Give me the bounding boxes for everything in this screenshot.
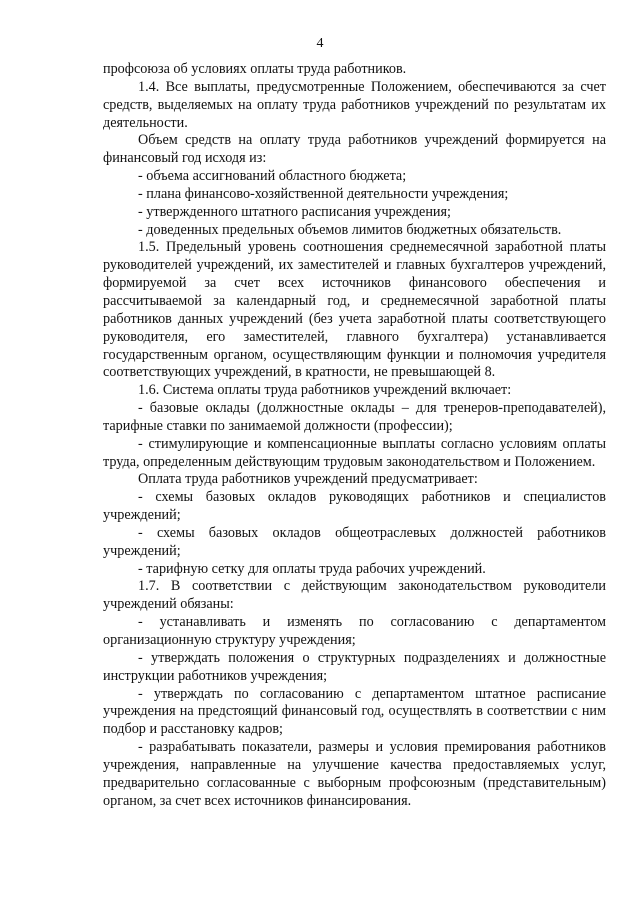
paragraph-1-6: 1.6. Система оплаты труда работников учреждений включает: <box>138 382 512 399</box>
document-body <box>103 61 606 810</box>
list-item: - утверждать по согласованию с департаментом штатное расписание учреждения на предстоящий финансовый год, осуществлять в соответствии с ним подбор и расстановку кадров; <box>103 685 606 738</box>
list-item: - схемы базовых окладов общеотраслевых должностей работников учреждений; <box>103 524 606 559</box>
paragraph-funding-volume: Объем средств на оплату труда работников учреждений формируется на финансовый год исходя из: <box>103 132 606 167</box>
paragraph-1-5: 1.5. Предельный уровень соотношения среднемесячной заработной платы руководителей учреждений, их заместителей и главных бухгалтеров учреждений, формируемой за счет всех источников финансового обеспечения и рассчитываемой за календарный год, и среднемесячной заработной платы работников данных учреждений (без учета заработной платы соответствующего руководителя, его заместителей, главного бухгалтера) устанавливается государственным органом, осуществляющим функции и полномочия учредителя соответствующих учреждений, в кратности, не превышающей 8. <box>103 239 606 381</box>
list-item: - доведенных предельных объемов лимитов бюджетных обязательств. <box>138 221 562 238</box>
list-item: - тарифную сетку для оплаты труда рабочих учреждений. <box>138 560 486 577</box>
page-number: 4 <box>316 36 324 51</box>
list-item: - утверждать положения о структурных подразделениях и должностные инструкции работников учреждения; <box>103 649 606 684</box>
paragraph-1-4: 1.4. Все выплаты, предусмотренные Положением, обеспечиваются за счет средств, выделяемых на оплату труда работников учреждений по результатам их деятельности. <box>103 78 606 131</box>
list-item: - схемы базовых окладов руководящих работников и специалистов учреждений; <box>103 489 606 524</box>
list-item: - плана финансово-хозяйственной деятельности учреждения; <box>138 185 509 202</box>
paragraph-1-7: 1.7. В соответствии с действующим законодательством руководители учреждений обязаны: <box>103 578 606 613</box>
list-item: - стимулирующие и компенсационные выплаты согласно условиям оплаты труда, определенным действующим трудовым законодательством и Положением. <box>103 435 606 470</box>
list-item: - объема ассигнований областного бюджета; <box>138 168 407 185</box>
paragraph-intro-continuation: профсоюза об условиях оплаты труда работников. <box>103 61 407 77</box>
list-item: - разрабатывать показатели, размеры и условия премирования работников учреждения, направленные на улучшение качества предоставляемых услуг, предварительно согласованные с выборным профсоюзным (представительным) органом, за счет всех источников финансирования. <box>103 739 606 809</box>
paragraph-pay-provisions: Оплата труда работников учреждений предусматривает: <box>138 471 478 488</box>
list-item: - базовые оклады (должностные оклады – для тренеров-преподавателей), тарифные ставки по занимаемой должности (профессии); <box>103 400 606 434</box>
list-item: - утвержденного штатного расписания учреждения; <box>138 203 451 220</box>
list-item: - устанавливать и изменять по согласованию с департаментом организационную структуру учреждения; <box>103 614 606 648</box>
